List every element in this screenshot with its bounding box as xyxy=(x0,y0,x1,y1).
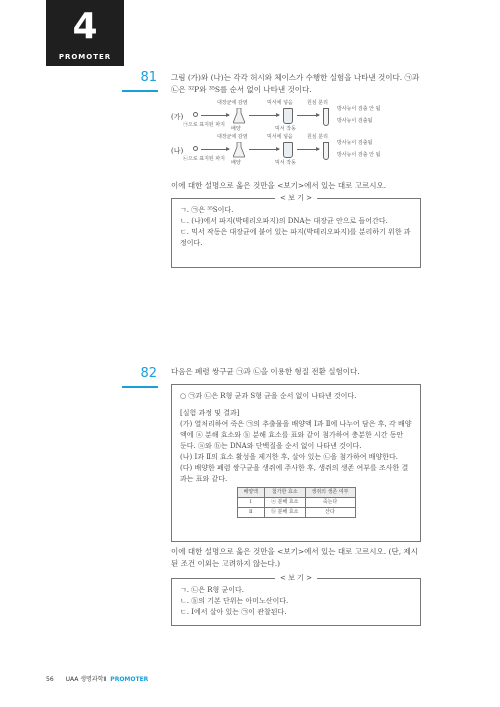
row-label: (가) xyxy=(171,113,184,121)
table-cell: Ⅱ xyxy=(237,508,265,518)
table-cell: 죽는다 xyxy=(305,498,355,508)
arrow-icon xyxy=(201,149,229,150)
mix-label: 믹서에 넣음 xyxy=(267,100,293,106)
choice-item: ㄴ. ⓑ의 기본 단위는 아미노산이다. xyxy=(180,597,289,605)
centrifuge-label: 원심 분리 xyxy=(307,134,328,140)
test-tube-icon xyxy=(323,142,329,160)
result-table xyxy=(237,487,356,518)
choice-item: ㄷ. Ⅰ에서 살아 있는 ㉠이 관찰된다. xyxy=(180,608,287,616)
q81-choices-box xyxy=(171,194,421,268)
choice-item: ㄱ. ㉠은 ³⁵S이다. xyxy=(180,206,234,214)
process-step: (나) Ⅰ과 Ⅱ의 효소 활성을 제거한 후, 살아 있는 ㉡을 첨가하여 배양한다. xyxy=(180,453,398,461)
table-header: 첨가한 효소 xyxy=(265,488,306,498)
phage-icon xyxy=(193,112,198,117)
question-number-82: 82 xyxy=(140,366,157,381)
phage-icon xyxy=(193,146,198,151)
table-cell: 산다 xyxy=(305,508,355,518)
result-label: 방사능이 검출됨 xyxy=(337,118,373,124)
question-number-underline xyxy=(122,90,158,92)
experiment-intro: ○ ㉠과 ㉡은 R형 균과 S형 균을 순서 없이 나타낸 것이다. xyxy=(180,392,357,400)
brand-label: PROMOTER xyxy=(110,676,149,683)
arrow-icon xyxy=(201,115,229,116)
q82-instruction: 이에 대한 설명으로 옳은 것만을 <보기>에서 있는 대로 고르시오. (단, 제시된 조건 이외는 고려하지 않는다.) xyxy=(171,547,418,568)
question-number-underline xyxy=(122,386,158,388)
process-title: [실험 과정 및 결과] xyxy=(180,409,240,417)
q81-instruction: 이에 대한 설명으로 옳은 것만을 <보기>에서 있는 대로 고르시오. xyxy=(171,181,387,190)
table-row xyxy=(237,498,355,508)
choice-item: ㄱ. ㉡은 R형 균이다. xyxy=(180,586,244,594)
page-number: 56 xyxy=(46,676,54,683)
series-title: UAA 생명과학Ⅱ xyxy=(65,676,107,683)
result-label: 방사능이 검출 안 됨 xyxy=(337,106,381,112)
table-cell: ⓐ 분해 효소 xyxy=(265,498,306,508)
question-number-81: 81 xyxy=(140,70,157,85)
q82-choices-box xyxy=(171,574,421,626)
result-label: 방사능이 검출됨 xyxy=(337,140,373,146)
infect-label: 대장균에 감염 xyxy=(217,100,248,106)
choices-box-title: < 보 기 > xyxy=(275,573,317,584)
q82-stem: 다음은 폐렴 쌍구균 ㉠과 ㉡을 이용한 형질 전환 실험이다. xyxy=(171,367,360,376)
table-header-row xyxy=(237,488,355,498)
q81-stem: 그림 (가)와 (나)는 각각 허시와 체이스가 수행한 실험을 나타낸 것이다. ㉠과 ㉡은 ³²P와 ³⁵S를 순서 없이 나타낸 것이다. xyxy=(171,73,420,94)
phage-label: ㉠으로 표지된 파지 xyxy=(183,122,225,128)
choices-box-title: < 보 기 > xyxy=(275,193,317,204)
test-tube-icon xyxy=(323,108,329,126)
choice-item: ㄴ. (나)에서 파지(박테리오파지)의 DNA는 대장균 안으로 들어간다. xyxy=(180,217,388,225)
chapter-tab xyxy=(46,0,124,66)
process-step: (다) 배양한 폐렴 쌍구균을 생쥐에 주사한 후, 생쥐의 생존 여부를 조사한 결과는 표와 같다. xyxy=(180,464,409,483)
choice-item: ㄷ. 믹서 작동은 대장균에 붙어 있는 파지(박테리오파지)를 분리하기 위한 과정이다. xyxy=(180,228,411,247)
centrifuge-label: 원심 분리 xyxy=(307,100,328,106)
arrow-icon xyxy=(297,115,319,116)
chapter-number: 4 xyxy=(72,6,98,47)
mix-label: 믹서에 넣음 xyxy=(267,134,293,140)
experiment-row-a xyxy=(171,100,421,134)
arrow-icon xyxy=(297,149,319,150)
flask-icon xyxy=(233,142,245,158)
flask-icon xyxy=(233,108,245,124)
blender-icon xyxy=(283,142,293,158)
table-cell: Ⅰ xyxy=(237,498,265,508)
infect-label: 대장균에 감염 xyxy=(217,134,248,140)
table-cell: ⓑ 분해 효소 xyxy=(265,508,306,518)
mixer-label: 믹서 작동 xyxy=(275,160,296,166)
q82-experiment-box xyxy=(171,384,421,542)
culture-label: 배양 xyxy=(231,126,241,132)
table-header: 배양액 xyxy=(237,488,265,498)
experiment-row-b xyxy=(171,134,421,168)
arrow-icon xyxy=(249,149,279,150)
blender-icon xyxy=(283,108,293,124)
process-step: (가) 열처리하여 죽은 ㉠의 추출물을 배양액 Ⅰ과 Ⅱ에 나누어 담은 후, 각 배양액에 ⓐ 분해 효소와 ⓑ 분해 효소를 표와 같이 첨가하여 충분한 시간 동안 둔다. ⓐ와 ⓑ는 DNA와 단백질을 순서 없이 나타낸 것이다. xyxy=(180,420,412,450)
culture-label: 배양 xyxy=(231,160,241,166)
page-footer xyxy=(46,674,148,683)
arrow-icon xyxy=(249,115,279,116)
chapter-label: PROMOTER xyxy=(58,53,112,61)
phage-label: ㉡으로 표지된 파지 xyxy=(183,156,225,162)
row-label: (나) xyxy=(171,147,184,155)
mixer-label: 믹서 작동 xyxy=(275,126,296,132)
q81-experiment-diagram xyxy=(171,100,421,170)
result-label: 방사능이 검출 안 됨 xyxy=(337,152,381,158)
table-header: 생쥐의 생존 여부 xyxy=(305,488,355,498)
table-row xyxy=(237,508,355,518)
